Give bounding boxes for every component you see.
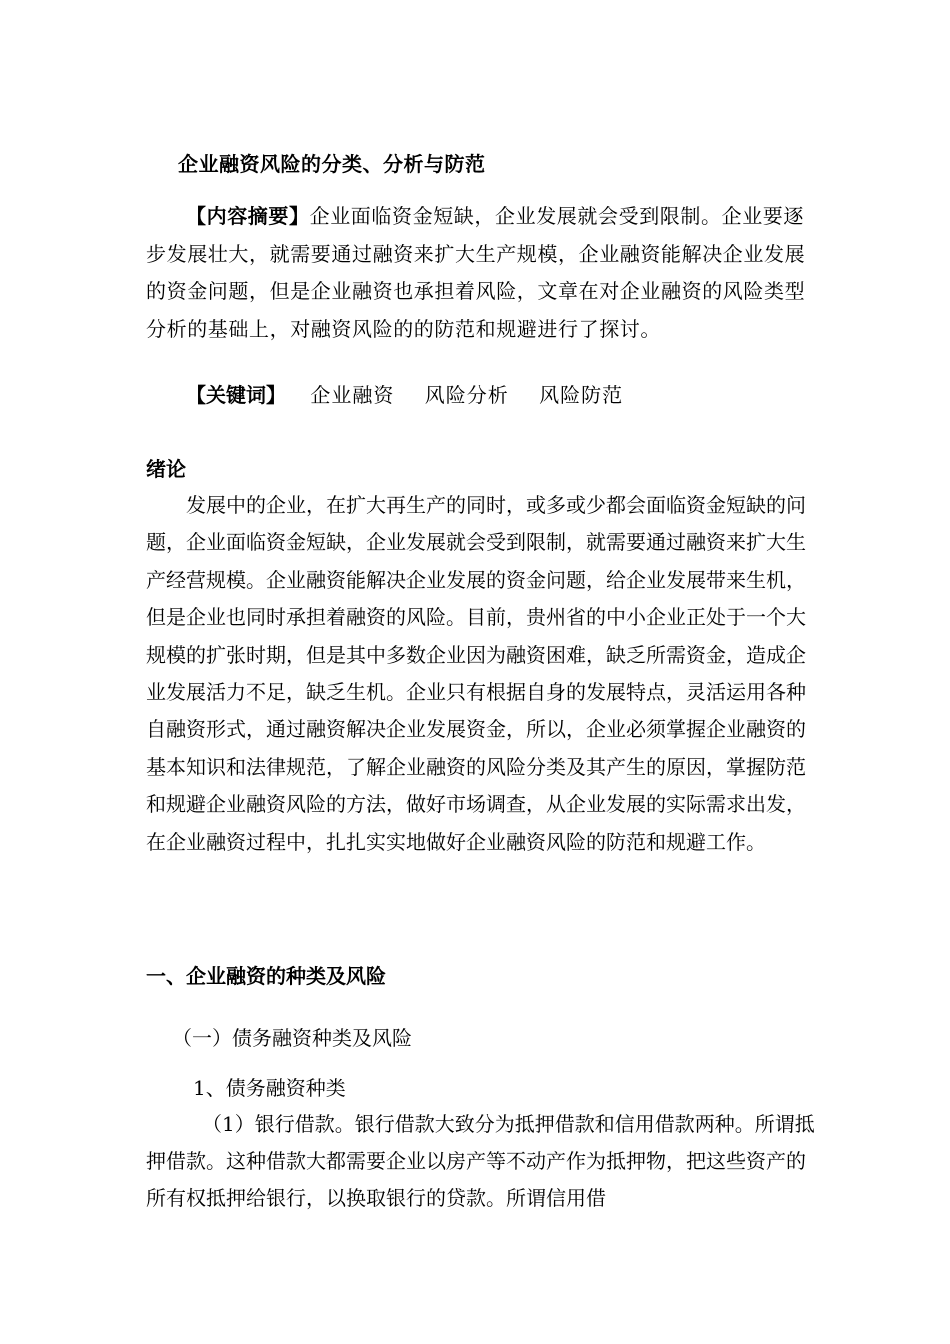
section-heading: 一、企业融资的种类及风险 — [146, 964, 386, 988]
intro-paragraph — [146, 487, 810, 861]
subsection-heading: （一）债务融资种类及风险 — [172, 1026, 412, 1050]
intro-heading: 绪论 — [146, 457, 186, 481]
body-paragraph — [146, 1106, 822, 1216]
keyword-item: 风险分析 — [424, 383, 509, 407]
subsubsection-heading: 1、债务融资种类 — [193, 1076, 346, 1100]
abstract-text: 企业面临资金短缺，企业发展就会受到限制。企业要逐步发展壮大，就需要通过融资来扩大生产规模，企业融资能解决企业发展的资金问题，但是企业融资也承担着风险，文章在对企业融资的风险类型分析的基础上，对融资风险的的防范和规避进行了探讨。 — [146, 204, 806, 341]
abstract-label: 【内容摘要】 — [186, 204, 310, 228]
keywords-label: 【关键词】 — [186, 383, 286, 407]
document-title: 企业融资风险的分类、分析与防范 — [178, 152, 486, 176]
keyword-item: 企业融资 — [310, 383, 395, 407]
keyword-item: 风险防范 — [539, 383, 624, 407]
abstract-paragraph — [146, 198, 806, 348]
body-text: （1）银行借款。银行借款大致分为抵押借款和信用借款两种。所谓抵押借款。这种借款大都需要企业以房产等不动产作为抵押物，把这些资产的所有权抵押给银行，以换取银行的贷款。所谓信用借 — [146, 1112, 815, 1210]
keywords-line — [186, 377, 647, 414]
intro-text: 发展中的企业，在扩大再生产的同时，或多或少都会面临资金短缺的问题，企业面临资金短缺，企业发展就会受到限制，就需要通过融资来扩大生产经营规模。企业融资能解决企业发展的资金问题，给企业发展带来生机，但是企业也同时承担着融资的风险。目前，贵州省的中小企业正处于一个大规模的扩张时期，但是其中多数企业因为融资困难，缺乏所需资金，造成企业发展活力不足，缺乏生机。企业只有根据自身的发展特点，灵活运用各种自融资形式，通过融资解决企业发展资金，所以，企业必须掌握企业融资的基本知识和法律规范，了解企业融资的风险分类及其产生的原因，掌握防范和规避企业融资风险的方法，做好市场调查，从企业发展的实际需求出发，在企业融资过程中，扎扎实实地做好企业融资风险的防范和规避工作。 — [146, 493, 806, 854]
